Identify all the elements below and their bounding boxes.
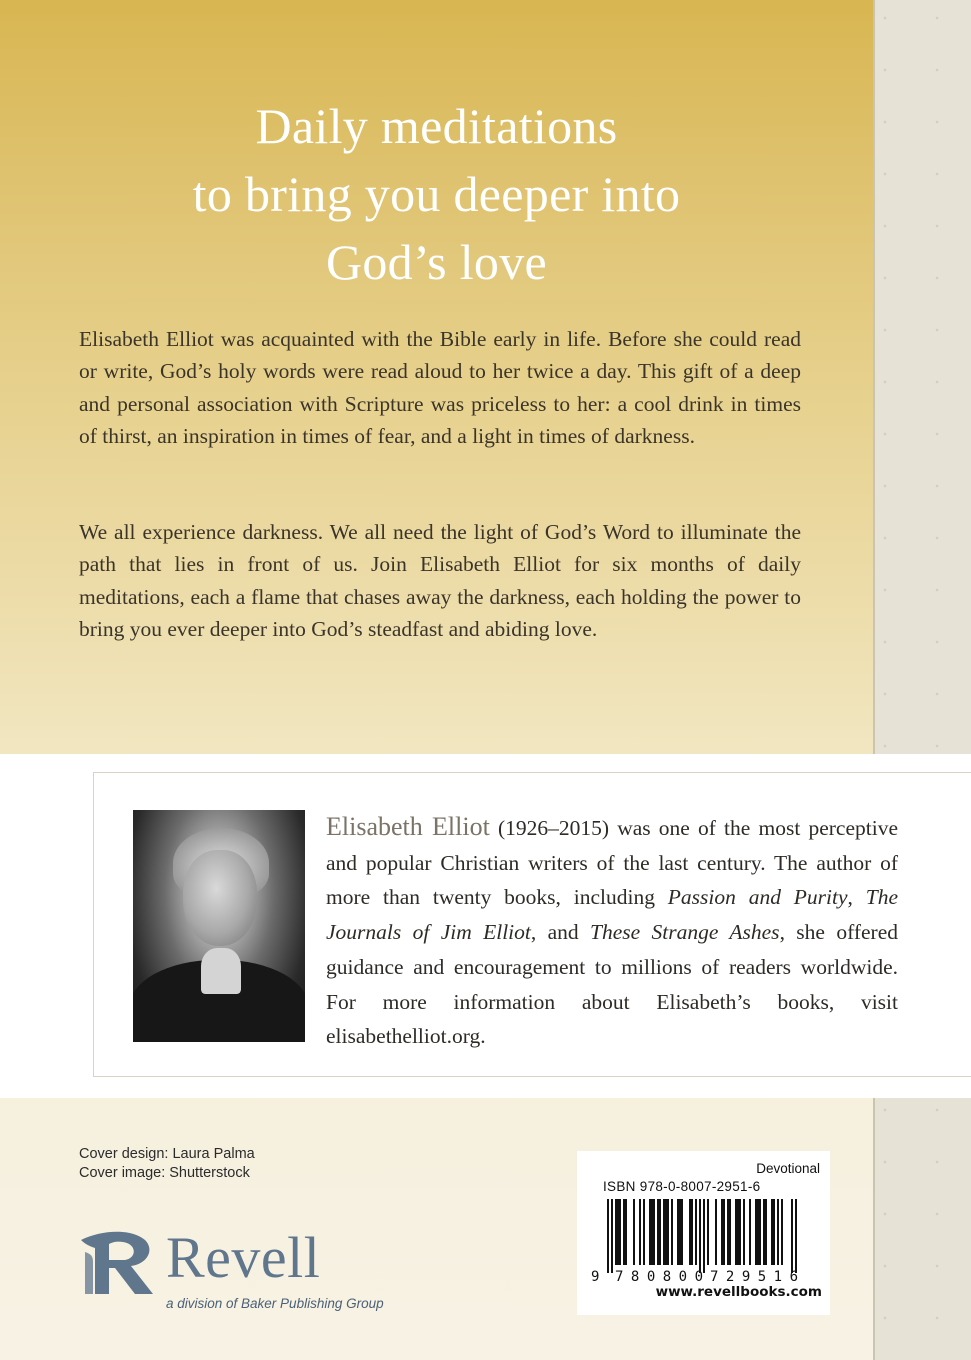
barcode-bar xyxy=(657,1199,659,1265)
barcode-bar xyxy=(659,1199,661,1265)
cover-credits xyxy=(79,1145,255,1183)
barcode-bars xyxy=(607,1199,797,1273)
barcode-isbn: ISBN 978-0-8007-2951-6 xyxy=(603,1179,761,1194)
barcode-bar xyxy=(695,1199,697,1265)
bio-text-4: , she offered guidance and encouragement to millions of readers worldwide. For more information about Elisabeth’s books, visit elisabethelliot.org. xyxy=(326,920,898,1049)
spine-texture xyxy=(873,0,971,1360)
barcode-bar xyxy=(671,1199,673,1265)
barcode-bar xyxy=(765,1199,767,1265)
barcode-bar xyxy=(739,1199,741,1265)
barcode-bar xyxy=(615,1199,617,1265)
barcode-bar xyxy=(619,1199,621,1265)
author-photo xyxy=(133,810,305,1042)
description-paragraph-1: Elisabeth Elliot was acquainted with the Bible early in life. Before she could read or write, God’s holy words were read aloud to her twice a day. This gift of a deep and personal association with Scripture was priceless to her: a cool drink in times of thirst, an inspiration in times of fear, and a light in times of darkness. xyxy=(79,327,801,449)
book-title-3: These Strange Ashes xyxy=(590,920,780,945)
publisher-name: Revell xyxy=(166,1225,321,1290)
description-paragraph-2: We all experience darkness. We all need the light of God’s Word to illuminate the path that lies in front of us. Join Elisabeth Elliot for six months of daily meditations, each a flame that chases away the darkness, each holding the power to bring you ever deeper into God’s steadfast and abiding love. xyxy=(79,520,801,642)
book-title-2: The Journals of Jim Elliot xyxy=(326,885,898,945)
barcode-digit-lead: 9 xyxy=(591,1269,600,1283)
barcode-digits-right: 729516 xyxy=(710,1269,798,1283)
barcode-bar xyxy=(643,1199,645,1265)
barcode-bar xyxy=(665,1199,667,1265)
barcode-bar xyxy=(607,1199,609,1273)
barcode-graphic xyxy=(589,1199,817,1283)
barcode-bar xyxy=(653,1199,655,1265)
photo-collar xyxy=(201,948,241,994)
bio-text-3: , and xyxy=(530,920,591,945)
barcode-bar xyxy=(703,1199,705,1273)
publisher-url: www.revellbooks.com xyxy=(655,1284,822,1300)
revell-logo-icon xyxy=(79,1230,157,1296)
barcode-bar xyxy=(699,1199,701,1273)
barcode-bar xyxy=(743,1199,745,1265)
barcode-bar xyxy=(729,1199,731,1265)
barcode-bar xyxy=(755,1199,757,1265)
barcode-bar xyxy=(721,1199,723,1265)
barcode-digits-left: 780800 xyxy=(615,1269,703,1283)
barcode-bar xyxy=(771,1199,773,1265)
bio-text-1: (1926–2015) was one of the most perceptive and popular Christian writers of the last century. The author of more than twenty books, including xyxy=(326,816,898,910)
headline-line-3: God’s love xyxy=(325,234,548,290)
barcode-bar xyxy=(677,1199,679,1265)
barcode-bar xyxy=(791,1199,793,1273)
barcode-bar xyxy=(679,1199,681,1265)
barcode-bar xyxy=(795,1199,797,1273)
barcode-bar xyxy=(757,1199,759,1265)
barcode-bar xyxy=(667,1199,669,1265)
barcode-bar xyxy=(723,1199,725,1265)
barcode-category: Devotional xyxy=(756,1161,820,1176)
author-name: Elisabeth Elliot xyxy=(326,812,490,841)
publisher-subtitle: a division of Baker Publishing Group xyxy=(166,1296,384,1311)
barcode-bar xyxy=(639,1199,641,1265)
barcode-bar xyxy=(617,1199,619,1265)
author-bio-text xyxy=(326,810,898,1054)
barcode-bar xyxy=(737,1199,739,1265)
barcode-bar xyxy=(689,1199,691,1265)
barcode-bar xyxy=(625,1199,627,1265)
barcode-bar xyxy=(649,1199,651,1265)
barcode-bar xyxy=(749,1199,751,1265)
book-title-1: Passion and Purity xyxy=(667,885,848,910)
barcode-bar xyxy=(763,1199,765,1265)
barcode-bar xyxy=(773,1199,775,1265)
barcode-bar xyxy=(715,1199,717,1265)
barcode-bar xyxy=(735,1199,737,1265)
barcode-bar xyxy=(691,1199,693,1265)
barcode-bar xyxy=(707,1199,709,1265)
barcode-bar xyxy=(777,1199,779,1265)
credit-design: Cover design: Laura Palma xyxy=(79,1146,255,1162)
barcode-box xyxy=(577,1151,830,1315)
bio-text-2: , xyxy=(847,885,866,910)
headline-line-2: to bring you deeper into xyxy=(192,166,681,222)
barcode-bar xyxy=(727,1199,729,1265)
barcode-bar xyxy=(611,1199,613,1273)
barcode-bar xyxy=(663,1199,665,1265)
credit-image: Cover image: Shutterstock xyxy=(79,1165,250,1181)
barcode-bar xyxy=(623,1199,625,1265)
photo-face xyxy=(183,850,257,946)
barcode-bar xyxy=(781,1199,783,1265)
barcode-bar xyxy=(759,1199,761,1265)
barcode-bar xyxy=(633,1199,635,1265)
barcode-bar xyxy=(651,1199,653,1265)
headline-line-1: Daily meditations xyxy=(255,98,618,154)
barcode-bar xyxy=(681,1199,683,1265)
